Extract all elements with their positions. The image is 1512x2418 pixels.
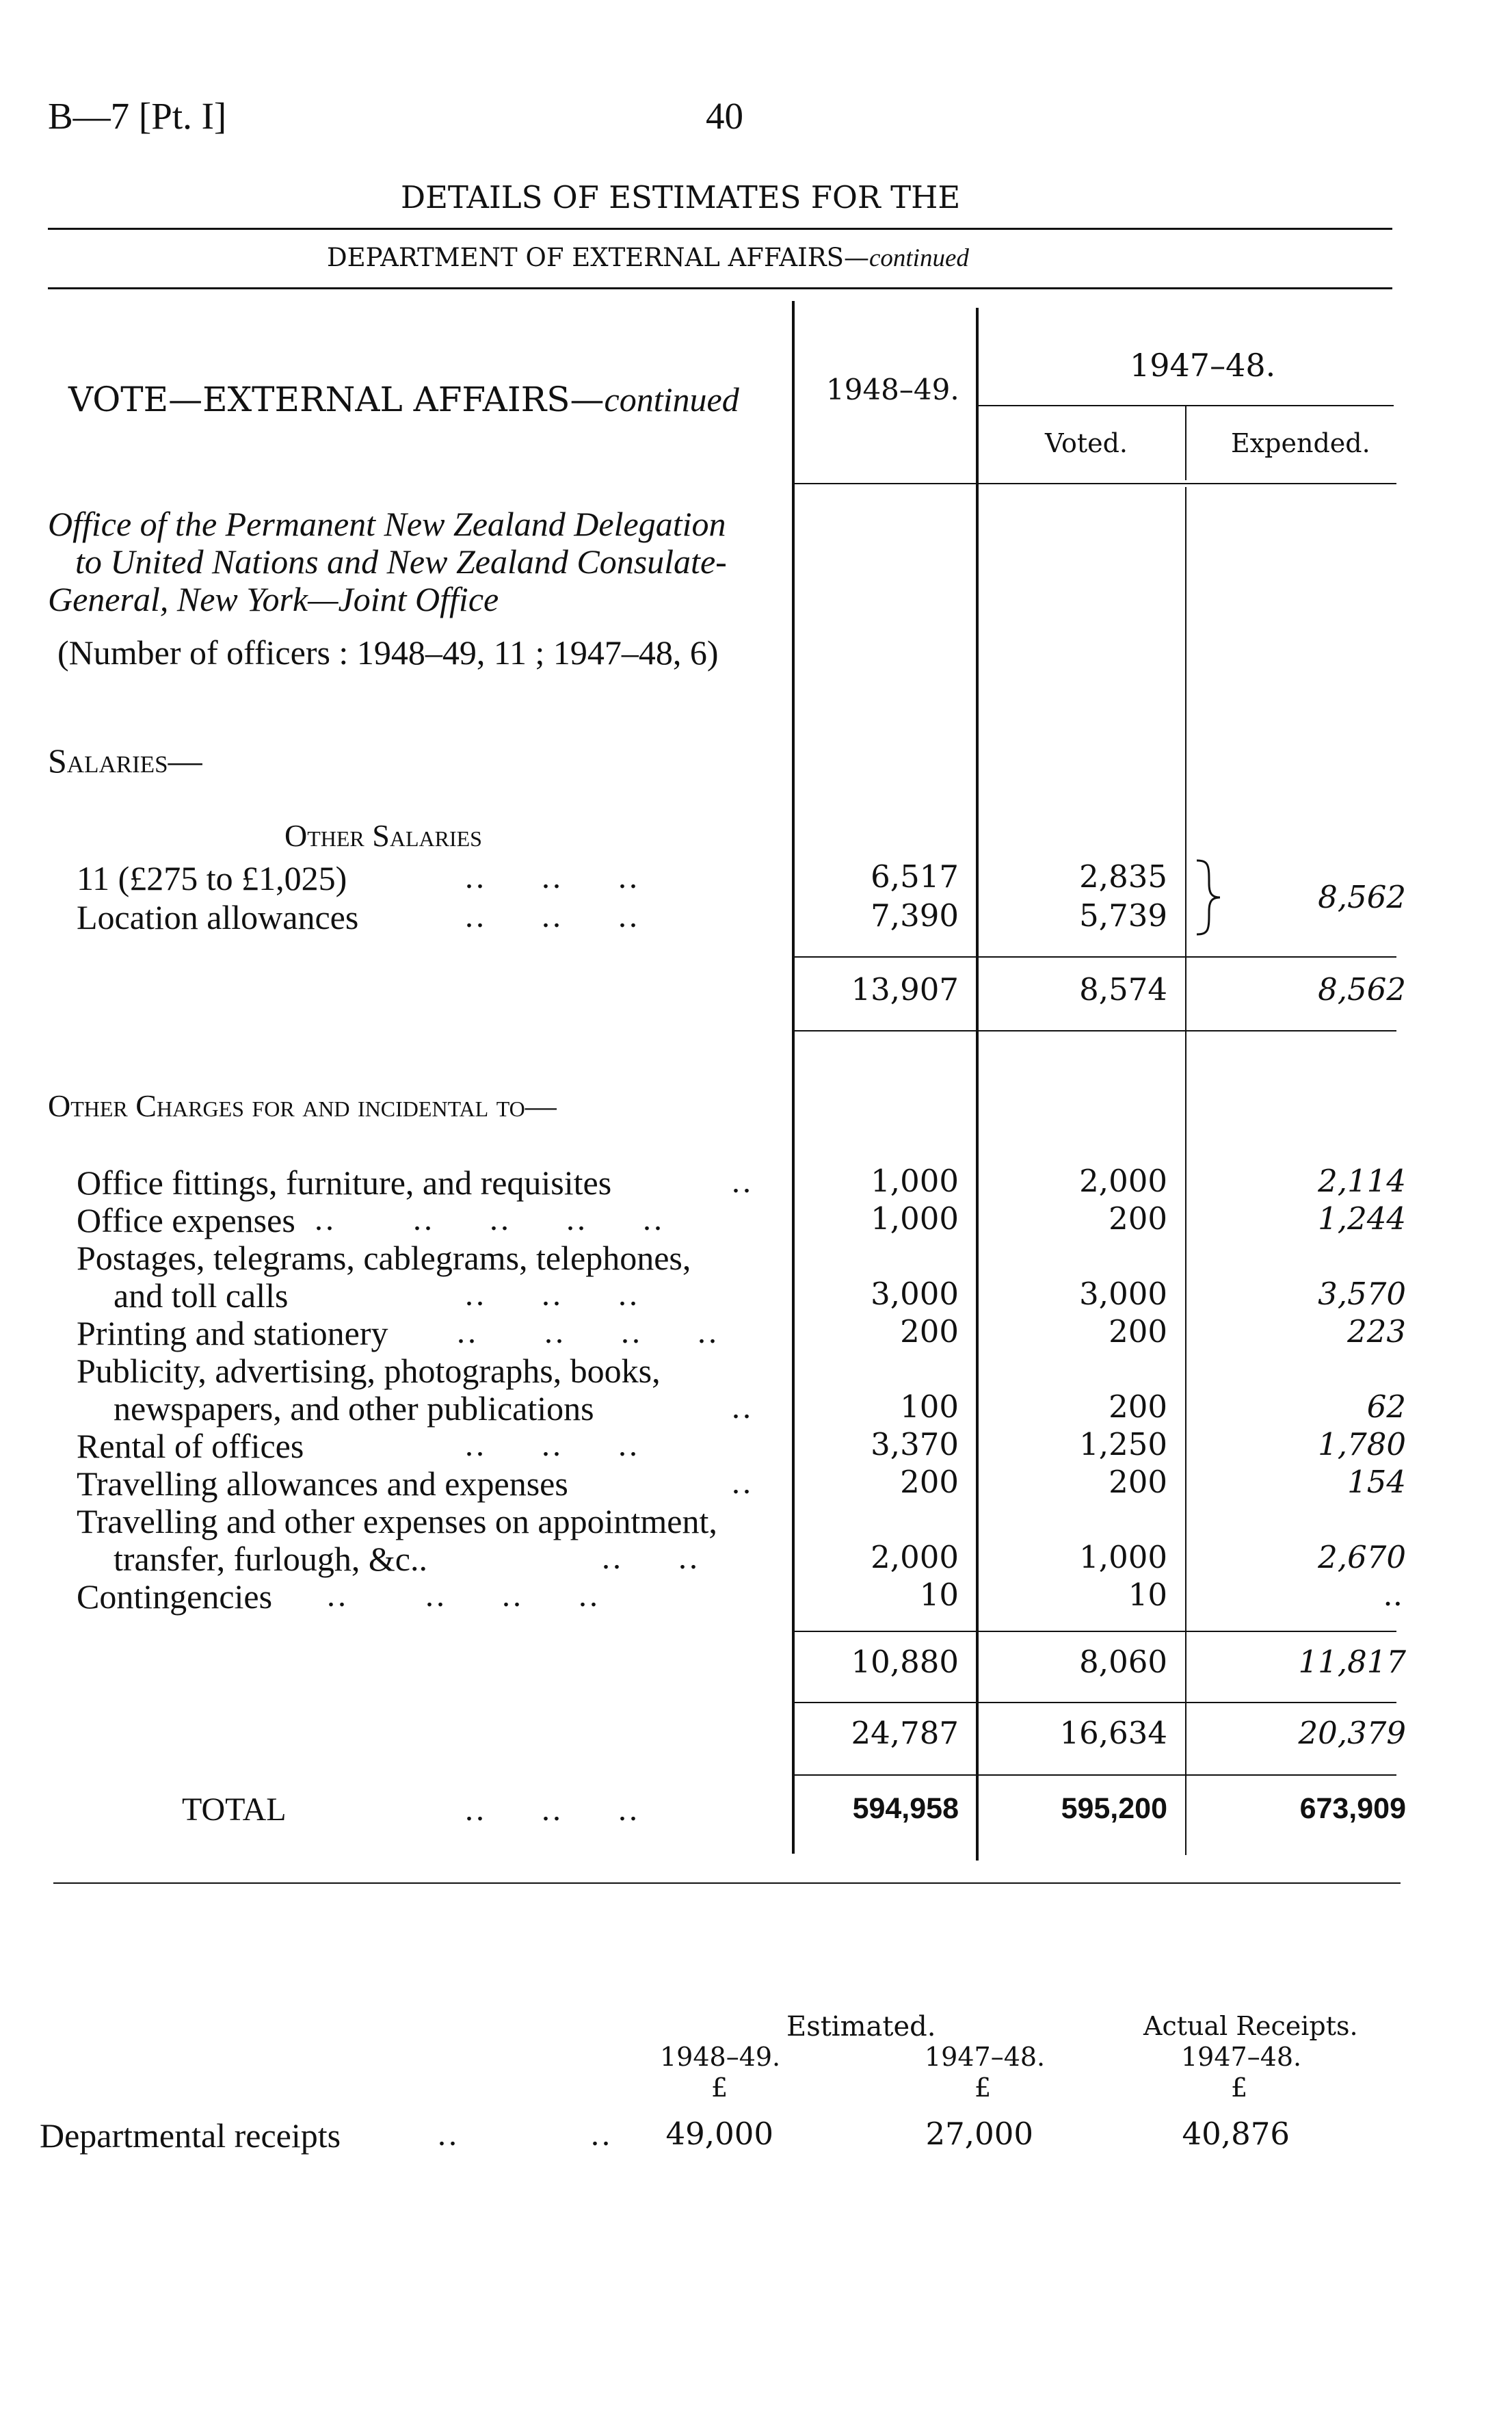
document-reference: B—7 [Pt. I] [48,95,227,137]
estimate-column-divider-lower [976,486,979,1861]
year-subheader-rule [979,405,1394,406]
salary-row-estimate: 7,390 [871,897,959,934]
charge-row-label: Postages, telegrams, cablegrams, telephones, [77,1239,691,1277]
charge-row-estimate: 1,000 [871,1200,959,1237]
leader-dots: .. [732,1464,754,1501]
leader-dots: .. .. .. .. [457,1314,719,1350]
charge-row-label: Office fittings, furniture, and requisites [77,1164,612,1202]
leader-dots: .. .. .. [465,859,640,895]
charge-row-expended: .. [1383,1577,1403,1613]
department-name: DEPARTMENT OF EXTERNAL AFFAIRS— [327,243,869,272]
salary-row-estimate: 6,517 [871,858,959,895]
grand-total-estimate: 594,958 [852,1792,959,1825]
office-total-rule [795,1702,1396,1703]
charge-row-expended: 154 [1347,1464,1406,1500]
charge-row-voted: 200 [1109,1313,1167,1350]
charge-row-estimate: 200 [900,1313,959,1350]
charge-row-estimate: 100 [900,1389,959,1425]
table-head-rule [795,483,1396,484]
grand-total-voted: 595,200 [1061,1792,1167,1825]
table-bottom-rule [53,1882,1401,1884]
salaries-subtotal-rule [795,956,1396,958]
charge-row-label: Printing and stationery [77,1314,388,1352]
leader-dots: .. .. .. [465,898,640,934]
other-charges-heading: Other Charges for and incidental to— [48,1088,557,1123]
salary-row-label: 11 (£275 to £1,025) [77,859,347,897]
charge-row-estimate: 10 [919,1577,959,1613]
column-header-1948-49: 1948–49. [826,373,959,406]
salaries-subtotal-estimate: 13,907 [851,971,959,1008]
charge-row-voted: 1,000 [1079,1539,1167,1575]
receipts-currency-symbol: £ [711,2073,728,2103]
charge-row-estimate: 2,000 [871,1539,959,1575]
charge-row-voted: 10 [1128,1577,1167,1613]
department-heading [327,243,969,273]
leader-dots: .. [732,1389,754,1425]
grand-total-label: TOTAL [182,1791,287,1828]
column-header-1947-48: 1947–48. [1130,347,1276,384]
charge-row-label: Publicity, advertising, photographs, books, [77,1352,661,1390]
leader-dots: .. [732,1164,754,1200]
column-header-voted: Voted. [1045,428,1128,458]
label-column-divider [792,301,795,1854]
curly-brace [1191,856,1225,938]
charge-row-voted: 200 [1109,1389,1167,1425]
office-total-expended: 20,379 [1298,1715,1406,1751]
leader-dots: .. .. .. [465,1427,640,1463]
charge-row-label-continued: and toll calls [114,1276,289,1315]
receipts-currency-symbol: £ [974,2073,992,2103]
charge-row-estimate: 3,370 [871,1426,959,1462]
receipts-row-label: Departmental receipts [40,2116,341,2155]
office-title-line-2: to United Nations and New Zealand Consulate- [75,542,727,581]
salary-row-voted: 2,835 [1079,858,1167,895]
leader-dots: .. .. [602,1540,700,1576]
salaries-heading: Salaries— [48,741,202,780]
voted-column-divider-head [1185,405,1186,480]
department-rule [48,287,1392,289]
leader-dots: .. .. [438,2116,613,2153]
vote-continued: continued [604,380,739,419]
page-number: 40 [706,95,743,137]
charge-row-label: Rental of offices [77,1427,304,1465]
receipts-actual-header: Actual Receipts. [1143,2011,1358,2041]
grand-total-expended: 673,909 [1299,1792,1406,1825]
charge-row-expended: 2,670 [1318,1539,1406,1575]
salaries-end-rule [795,1030,1396,1031]
receipts-actual-1947-48: 40,876 [1182,2116,1290,2152]
charge-row-voted: 200 [1109,1200,1167,1237]
department-continued: continued [868,244,969,272]
receipts-estimated-1947-48: 27,000 [925,2116,1033,2152]
charge-row-label-continued: newspapers, and other publications [114,1389,594,1428]
charges-subtotal-rule [795,1631,1396,1632]
charge-row-expended: 2,114 [1318,1163,1406,1199]
charge-row-label: Travelling and other expenses on appointment, [77,1502,717,1540]
charges-subtotal-expended: 11,817 [1298,1644,1406,1680]
leader-dots: .. .. .. .. .. [315,1201,665,1237]
charge-row-voted: 200 [1109,1464,1167,1500]
voted-column-divider [1185,487,1186,1855]
charge-row-voted: 1,250 [1079,1426,1167,1462]
leader-dots: .. .. .. [465,1791,640,1828]
receipts-currency-symbol: £ [1231,2073,1248,2103]
receipts-year-1947-48-actual: 1947–48. [1181,2042,1302,2072]
salary-row-label: Location allowances [77,898,359,936]
charge-row-label: Office expenses [77,1201,295,1239]
office-title-line-1: Office of the Permanent New Zealand Delegation [48,505,726,543]
charge-row-expended: 3,570 [1318,1276,1406,1312]
charge-row-expended: 1,244 [1318,1200,1406,1237]
page-title: DETAILS OF ESTIMATES FOR THE [401,179,961,215]
office-total-estimate: 24,787 [851,1715,959,1751]
vote-title: VOTE—EXTERNAL AFFAIRS— [68,380,605,419]
charge-row-label-continued: transfer, furlough, &c.. [114,1540,427,1578]
receipts-year-1947-48-estimated: 1947–48. [925,2042,1046,2072]
number-of-officers: (Number of officers : 1948–49, 11 ; 1947–48, 6) [57,633,719,672]
charges-subtotal-voted: 8,060 [1079,1644,1167,1680]
charge-row-expended: 62 [1366,1389,1406,1425]
leader-dots: .. .. .. .. [327,1577,600,1614]
charge-row-estimate: 1,000 [871,1163,959,1199]
office-title-line-3: General, New York—Joint Office [48,580,499,618]
other-salaries-subheading: Other Salaries [284,818,482,853]
charges-subtotal-estimate: 10,880 [851,1644,959,1680]
estimate-column-divider [976,308,979,486]
charge-row-expended: 1,780 [1318,1426,1406,1462]
vote-heading [68,380,739,419]
salaries-expended-bracketed: 8,562 [1318,879,1406,915]
receipts-estimated-1948-49: 49,000 [665,2116,773,2152]
office-total-voted: 16,634 [1059,1715,1167,1751]
charge-row-label: Travelling allowances and expenses [77,1464,568,1503]
charge-row-voted: 2,000 [1079,1163,1167,1199]
receipts-estimated-header: Estimated. [786,2011,936,2042]
salaries-subtotal-voted: 8,574 [1079,971,1167,1008]
charge-row-label: Contingencies [77,1577,273,1616]
salary-row-voted: 5,739 [1079,897,1167,934]
title-rule [48,228,1392,230]
charge-row-estimate: 200 [900,1464,959,1500]
column-header-expended: Expended. [1231,428,1370,458]
charge-row-voted: 3,000 [1079,1276,1167,1312]
charge-row-estimate: 3,000 [871,1276,959,1312]
charge-row-expended: 223 [1347,1313,1406,1350]
grand-total-rule [795,1774,1396,1776]
salaries-subtotal-expended: 8,562 [1318,971,1406,1008]
leader-dots: .. .. .. [465,1276,640,1313]
receipts-year-1948-49: 1948–49. [660,2042,781,2072]
